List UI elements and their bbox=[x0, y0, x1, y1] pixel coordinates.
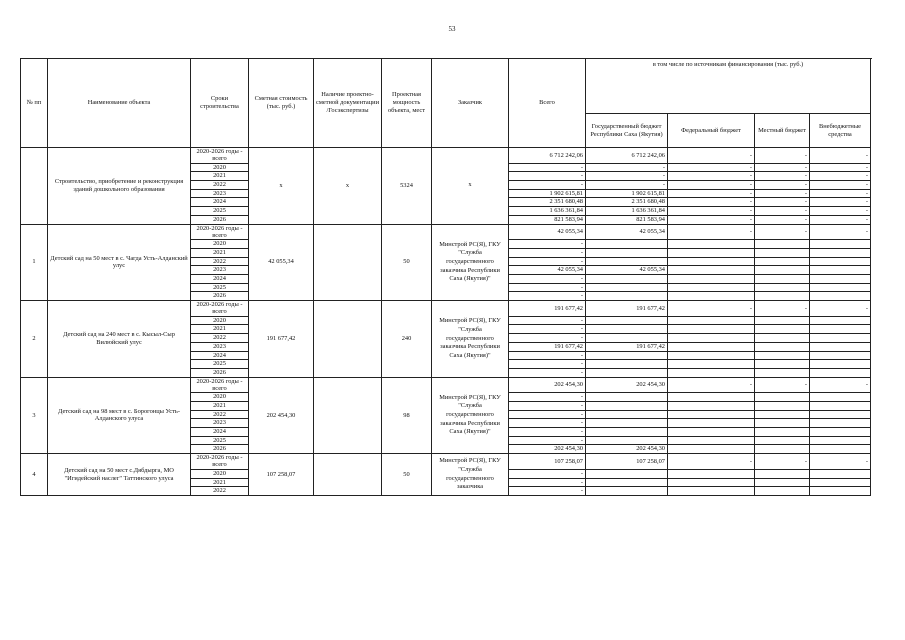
estimated-cost: 191 677,42 bbox=[249, 301, 314, 378]
total-value: - bbox=[509, 292, 586, 301]
year-label: 2025 bbox=[191, 207, 249, 216]
local-budget-value bbox=[755, 351, 810, 360]
total-value: - bbox=[509, 419, 586, 428]
local-budget-value bbox=[755, 292, 810, 301]
local-budget-value bbox=[755, 469, 810, 478]
federal-budget-value bbox=[668, 292, 755, 301]
extra-budget-value bbox=[810, 428, 871, 437]
header-sources: в том числе по источникам финансирования (тыс. руб.) bbox=[586, 59, 871, 114]
total-value: - bbox=[509, 351, 586, 360]
extra-budget-value bbox=[810, 342, 871, 351]
estimated-cost: 107 258,07 bbox=[249, 454, 314, 496]
extra-budget-value: - bbox=[810, 301, 871, 317]
year-label: 2021 bbox=[191, 172, 249, 181]
total-value: 1 636 361,84 bbox=[509, 207, 586, 216]
extra-budget-value: - bbox=[810, 189, 871, 198]
total-value: - bbox=[509, 334, 586, 343]
total-value: - bbox=[509, 428, 586, 437]
year-label: 2024 bbox=[191, 351, 249, 360]
federal-budget-value: - bbox=[668, 172, 755, 181]
header-federal-budget: Федеральный бюджет bbox=[668, 114, 755, 148]
state-budget-value bbox=[586, 487, 668, 496]
total-value: 191 677,42 bbox=[509, 301, 586, 317]
year-label: 2026 bbox=[191, 368, 249, 377]
design-capacity: 50 bbox=[382, 224, 432, 301]
extra-budget-value: - bbox=[810, 215, 871, 224]
total-value: - bbox=[509, 248, 586, 257]
header-customer: Заказчик bbox=[432, 59, 509, 148]
design-capacity: 50 bbox=[382, 454, 432, 496]
year-label: 2020 bbox=[191, 163, 249, 172]
state-budget-value bbox=[586, 248, 668, 257]
federal-budget-value bbox=[668, 351, 755, 360]
federal-budget-value bbox=[668, 368, 755, 377]
local-budget-value: - bbox=[755, 172, 810, 181]
federal-budget-value bbox=[668, 240, 755, 249]
local-budget-value: - bbox=[755, 454, 810, 470]
row-number: 2 bbox=[21, 301, 48, 378]
extra-budget-value bbox=[810, 283, 871, 292]
total-value: - bbox=[509, 275, 586, 284]
local-budget-value: - bbox=[755, 163, 810, 172]
local-budget-value: - bbox=[755, 198, 810, 207]
extra-budget-value bbox=[810, 275, 871, 284]
design-docs: х bbox=[314, 148, 382, 225]
header-state-budget: Государственный бюджет Республики Саха (Якутия) bbox=[586, 114, 668, 148]
customer: Минстрой РС(Я), ГКУ "Служба государственного заказчика Республики Саха (Якутия)" bbox=[432, 224, 509, 301]
federal-budget-value bbox=[668, 342, 755, 351]
object-name: Строительство, приобретение и реконструкция зданий дошкольного образования bbox=[48, 148, 191, 225]
local-budget-value bbox=[755, 368, 810, 377]
federal-budget-value bbox=[668, 248, 755, 257]
total-value: 6 712 242,06 bbox=[509, 148, 586, 164]
local-budget-value bbox=[755, 445, 810, 454]
local-budget-value bbox=[755, 257, 810, 266]
total-value: 2 351 680,48 bbox=[509, 198, 586, 207]
local-budget-value: - bbox=[755, 301, 810, 317]
total-value: 191 677,42 bbox=[509, 342, 586, 351]
year-label: 2020-2026 годы - всего bbox=[191, 301, 249, 317]
object-name: Детский сад на 50 мест в с. Чагда Усть-Алданский улус bbox=[48, 224, 191, 301]
federal-budget-value bbox=[668, 283, 755, 292]
total-value: - bbox=[509, 316, 586, 325]
local-budget-value: - bbox=[755, 224, 810, 240]
federal-budget-value bbox=[668, 469, 755, 478]
state-budget-value: 821 583,94 bbox=[586, 215, 668, 224]
table-row bbox=[21, 224, 871, 240]
state-budget-value bbox=[586, 351, 668, 360]
state-budget-value: 42 055,34 bbox=[586, 266, 668, 275]
extra-budget-value: - bbox=[810, 224, 871, 240]
local-budget-value: - bbox=[755, 215, 810, 224]
row-number bbox=[21, 148, 48, 225]
local-budget-value bbox=[755, 436, 810, 445]
extra-budget-value: - bbox=[810, 163, 871, 172]
state-budget-value: - bbox=[586, 181, 668, 190]
object-name: Детский сад на 50 мест с.Дябдырга, МО "Игидейский наслег" Таттинского улуса bbox=[48, 454, 191, 496]
extra-budget-value bbox=[810, 334, 871, 343]
local-budget-value: - bbox=[755, 377, 810, 393]
federal-budget-value bbox=[668, 275, 755, 284]
total-value: 202 454,30 bbox=[509, 445, 586, 454]
federal-budget-value: - bbox=[668, 224, 755, 240]
year-label: 2025 bbox=[191, 436, 249, 445]
design-docs bbox=[314, 301, 382, 378]
extra-budget-value bbox=[810, 410, 871, 419]
estimated-cost: 42 055,34 bbox=[249, 224, 314, 301]
extra-budget-value bbox=[810, 360, 871, 369]
state-budget-value bbox=[586, 283, 668, 292]
total-value: - bbox=[509, 393, 586, 402]
federal-budget-value bbox=[668, 257, 755, 266]
header-capacity: Проектная мощность объекта, мест bbox=[382, 59, 432, 148]
state-budget-value: 107 258,07 bbox=[586, 454, 668, 470]
local-budget-value bbox=[755, 360, 810, 369]
year-label: 2021 bbox=[191, 402, 249, 411]
state-budget-value: 191 677,42 bbox=[586, 301, 668, 317]
extra-budget-value bbox=[810, 248, 871, 257]
federal-budget-value: - bbox=[668, 181, 755, 190]
year-label: 2026 bbox=[191, 215, 249, 224]
state-budget-value bbox=[586, 410, 668, 419]
header-total: Всего bbox=[509, 59, 586, 148]
year-label: 2025 bbox=[191, 360, 249, 369]
state-budget-value bbox=[586, 436, 668, 445]
year-label: 2022 bbox=[191, 487, 249, 496]
estimated-cost: х bbox=[249, 148, 314, 225]
row-number: 3 bbox=[21, 377, 48, 454]
header-cost: Сметная стоимость (тыс. руб.) bbox=[249, 59, 314, 148]
state-budget-value bbox=[586, 316, 668, 325]
total-value: - bbox=[509, 257, 586, 266]
local-budget-value bbox=[755, 266, 810, 275]
customer: Минстрой РС(Я), ГКУ "Служба государственного заказчика bbox=[432, 454, 509, 496]
year-label: 2022 bbox=[191, 181, 249, 190]
extra-budget-value bbox=[810, 240, 871, 249]
federal-budget-value: - bbox=[668, 377, 755, 393]
year-label: 2020 bbox=[191, 393, 249, 402]
total-value: - bbox=[509, 172, 586, 181]
total-value: - bbox=[509, 410, 586, 419]
header-terms: Сроки строительства bbox=[191, 59, 249, 148]
design-docs bbox=[314, 377, 382, 454]
extra-budget-value bbox=[810, 445, 871, 454]
design-capacity: 98 bbox=[382, 377, 432, 454]
object-name: Детский сад на 240 мест в с. Кысыл-Сыр Вилюйский улус bbox=[48, 301, 191, 378]
local-budget-value bbox=[755, 419, 810, 428]
state-budget-value bbox=[586, 478, 668, 487]
year-label: 2021 bbox=[191, 478, 249, 487]
header-local-budget: Местный бюджет bbox=[755, 114, 810, 148]
federal-budget-value bbox=[668, 393, 755, 402]
federal-budget-value: - bbox=[668, 215, 755, 224]
design-docs bbox=[314, 454, 382, 496]
financing-table bbox=[20, 58, 871, 496]
year-label: 2020 bbox=[191, 240, 249, 249]
total-value: 107 258,07 bbox=[509, 454, 586, 470]
local-budget-value bbox=[755, 402, 810, 411]
design-docs bbox=[314, 224, 382, 301]
state-budget-value: - bbox=[586, 163, 668, 172]
local-budget-value: - bbox=[755, 181, 810, 190]
table-row bbox=[21, 148, 871, 164]
total-value: - bbox=[509, 368, 586, 377]
state-budget-value bbox=[586, 402, 668, 411]
table-row bbox=[21, 454, 871, 470]
year-label: 2020 bbox=[191, 469, 249, 478]
extra-budget-value: - bbox=[810, 198, 871, 207]
total-value: - bbox=[509, 283, 586, 292]
local-budget-value: - bbox=[755, 148, 810, 164]
extra-budget-value bbox=[810, 436, 871, 445]
header-docs: Наличие проектно-сметной документации /Госэкспертизы bbox=[314, 59, 382, 148]
year-label: 2024 bbox=[191, 275, 249, 284]
extra-budget-value bbox=[810, 393, 871, 402]
year-label: 2023 bbox=[191, 189, 249, 198]
header-name: Наименование объекта bbox=[48, 59, 191, 148]
extra-budget-value bbox=[810, 316, 871, 325]
total-value: - bbox=[509, 325, 586, 334]
local-budget-value bbox=[755, 487, 810, 496]
year-label: 2022 bbox=[191, 410, 249, 419]
local-budget-value bbox=[755, 325, 810, 334]
state-budget-value: 42 055,34 bbox=[586, 224, 668, 240]
total-value: - bbox=[509, 487, 586, 496]
year-label: 2026 bbox=[191, 292, 249, 301]
extra-budget-value: - bbox=[810, 148, 871, 164]
state-budget-value: 202 454,30 bbox=[586, 377, 668, 393]
total-value: 42 055,34 bbox=[509, 224, 586, 240]
federal-budget-value: - bbox=[668, 207, 755, 216]
year-label: 2021 bbox=[191, 325, 249, 334]
year-label: 2024 bbox=[191, 428, 249, 437]
year-label: 2020 bbox=[191, 316, 249, 325]
local-budget-value bbox=[755, 283, 810, 292]
federal-budget-value: - bbox=[668, 454, 755, 470]
year-label: 2024 bbox=[191, 198, 249, 207]
federal-budget-value bbox=[668, 410, 755, 419]
extra-budget-value: - bbox=[810, 454, 871, 470]
local-budget-value: - bbox=[755, 207, 810, 216]
state-budget-value bbox=[586, 292, 668, 301]
extra-budget-value: - bbox=[810, 172, 871, 181]
local-budget-value bbox=[755, 275, 810, 284]
total-value: 821 583,94 bbox=[509, 215, 586, 224]
year-label: 2020-2026 годы - всего bbox=[191, 377, 249, 393]
total-value: - bbox=[509, 360, 586, 369]
state-budget-value bbox=[586, 325, 668, 334]
extra-budget-value bbox=[810, 325, 871, 334]
extra-budget-value: - bbox=[810, 377, 871, 393]
federal-budget-value bbox=[668, 266, 755, 275]
state-budget-value: 202 454,30 bbox=[586, 445, 668, 454]
row-number: 4 bbox=[21, 454, 48, 496]
header-num: № пп bbox=[21, 59, 48, 148]
federal-budget-value: - bbox=[668, 163, 755, 172]
total-value: - bbox=[509, 163, 586, 172]
state-budget-value: 1 902 615,81 bbox=[586, 189, 668, 198]
year-label: 2020-2026 годы - всего bbox=[191, 454, 249, 470]
federal-budget-value: - bbox=[668, 301, 755, 317]
header-extra-budget: Внебюджетные средства bbox=[810, 114, 871, 148]
table-body bbox=[21, 148, 871, 496]
year-label: 2020-2026 годы - всего bbox=[191, 224, 249, 240]
year-label: 2023 bbox=[191, 419, 249, 428]
customer: х bbox=[432, 148, 509, 225]
state-budget-value: 1 636 361,84 bbox=[586, 207, 668, 216]
federal-budget-value bbox=[668, 402, 755, 411]
state-budget-value bbox=[586, 428, 668, 437]
extra-budget-value bbox=[810, 419, 871, 428]
federal-budget-value bbox=[668, 325, 755, 334]
extra-budget-value: - bbox=[810, 207, 871, 216]
extra-budget-value bbox=[810, 351, 871, 360]
state-budget-value: 191 677,42 bbox=[586, 342, 668, 351]
year-label: 2020-2026 годы - всего bbox=[191, 148, 249, 164]
year-label: 2023 bbox=[191, 342, 249, 351]
total-value: - bbox=[509, 240, 586, 249]
design-capacity: 240 bbox=[382, 301, 432, 378]
year-label: 2022 bbox=[191, 334, 249, 343]
customer: Минстрой РС(Я), ГКУ "Служба государственного заказчика Республики Саха (Якутия)" bbox=[432, 301, 509, 378]
state-budget-value bbox=[586, 334, 668, 343]
local-budget-value bbox=[755, 478, 810, 487]
design-capacity: 5324 bbox=[382, 148, 432, 225]
table-row bbox=[21, 377, 871, 393]
state-budget-value bbox=[586, 419, 668, 428]
local-budget-value bbox=[755, 248, 810, 257]
local-budget-value bbox=[755, 240, 810, 249]
extra-budget-value bbox=[810, 469, 871, 478]
year-label: 2023 bbox=[191, 266, 249, 275]
federal-budget-value bbox=[668, 478, 755, 487]
state-budget-value bbox=[586, 240, 668, 249]
year-label: 2021 bbox=[191, 248, 249, 257]
total-value: 1 902 615,81 bbox=[509, 189, 586, 198]
total-value: 202 454,30 bbox=[509, 377, 586, 393]
federal-budget-value: - bbox=[668, 189, 755, 198]
federal-budget-value bbox=[668, 316, 755, 325]
federal-budget-value: - bbox=[668, 148, 755, 164]
customer: Минстрой РС(Я), ГКУ "Служба государственного заказчика Республики Саха (Якутия)" bbox=[432, 377, 509, 454]
page-number: 53 bbox=[448, 25, 456, 33]
extra-budget-value bbox=[810, 487, 871, 496]
federal-budget-value bbox=[668, 419, 755, 428]
total-value: - bbox=[509, 478, 586, 487]
state-budget-value bbox=[586, 360, 668, 369]
federal-budget-value bbox=[668, 487, 755, 496]
total-value: - bbox=[509, 181, 586, 190]
extra-budget-value bbox=[810, 257, 871, 266]
federal-budget-value bbox=[668, 445, 755, 454]
extra-budget-value bbox=[810, 478, 871, 487]
row-number: 1 bbox=[21, 224, 48, 301]
extra-budget-value bbox=[810, 292, 871, 301]
extra-budget-value bbox=[810, 266, 871, 275]
local-budget-value bbox=[755, 393, 810, 402]
extra-budget-value: - bbox=[810, 181, 871, 190]
year-label: 2026 bbox=[191, 445, 249, 454]
state-budget-value: - bbox=[586, 172, 668, 181]
extra-budget-value bbox=[810, 402, 871, 411]
total-value: - bbox=[509, 469, 586, 478]
state-budget-value: 6 712 242,06 bbox=[586, 148, 668, 164]
total-value: - bbox=[509, 402, 586, 411]
state-budget-value bbox=[586, 368, 668, 377]
state-budget-value bbox=[586, 275, 668, 284]
extra-budget-value bbox=[810, 368, 871, 377]
local-budget-value bbox=[755, 410, 810, 419]
total-value: - bbox=[509, 436, 586, 445]
local-budget-value bbox=[755, 334, 810, 343]
local-budget-value bbox=[755, 428, 810, 437]
estimated-cost: 202 454,30 bbox=[249, 377, 314, 454]
state-budget-value bbox=[586, 257, 668, 266]
federal-budget-value bbox=[668, 428, 755, 437]
local-budget-value bbox=[755, 316, 810, 325]
table-row bbox=[21, 301, 871, 317]
state-budget-value bbox=[586, 469, 668, 478]
state-budget-value bbox=[586, 393, 668, 402]
total-value: 42 055,34 bbox=[509, 266, 586, 275]
local-budget-value: - bbox=[755, 189, 810, 198]
federal-budget-value bbox=[668, 436, 755, 445]
federal-budget-value: - bbox=[668, 198, 755, 207]
federal-budget-value bbox=[668, 334, 755, 343]
object-name: Детский сад на 98 мест в с. Борогонцы Усть-Алданского улуса bbox=[48, 377, 191, 454]
local-budget-value bbox=[755, 342, 810, 351]
year-label: 2022 bbox=[191, 257, 249, 266]
federal-budget-value bbox=[668, 360, 755, 369]
year-label: 2025 bbox=[191, 283, 249, 292]
state-budget-value: 2 351 680,48 bbox=[586, 198, 668, 207]
